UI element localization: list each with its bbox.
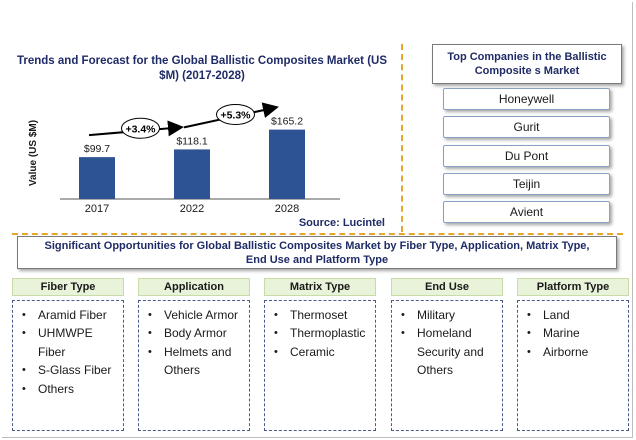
segment-item: • Homeland Security and Others bbox=[398, 324, 502, 379]
x-tick-2022: 2022 bbox=[179, 203, 205, 215]
segment-list-platform-type bbox=[517, 300, 629, 431]
segment-header-platform-type: Platform Type bbox=[517, 278, 629, 296]
segment-item: • Airborne bbox=[524, 343, 628, 361]
company-du-pont: Du Pont bbox=[443, 145, 610, 167]
segment-header-end-use: End Use bbox=[391, 278, 503, 296]
segment-item: • Thermoplastic bbox=[271, 324, 375, 342]
segment-item: • S-Glass Fiber bbox=[19, 361, 123, 379]
segment-list-matrix-type bbox=[264, 300, 376, 431]
segment-list-fiber-type bbox=[12, 300, 124, 431]
value-label-2017: $99.7 bbox=[83, 143, 111, 156]
segment-item: • Others bbox=[19, 380, 123, 398]
growth-label-2: +5.3% bbox=[220, 109, 251, 122]
segment-item: • UHMWPE Fiber bbox=[19, 324, 123, 361]
bar-chart bbox=[0, 0, 400, 232]
segment-item: • Ceramic bbox=[271, 343, 375, 361]
segment-header-application: Application bbox=[138, 278, 250, 296]
segment-header-matrix-type: Matrix Type bbox=[264, 278, 376, 296]
segment-item: • Land bbox=[524, 306, 628, 324]
segment-item: • Aramid Fiber bbox=[19, 306, 123, 324]
x-tick-2028: 2028 bbox=[274, 203, 300, 215]
segment-list-application bbox=[138, 300, 250, 431]
company-teijin: Teijin bbox=[443, 173, 610, 195]
chart-title: Trends and Forecast for the Global Ballistic Composites Market (US $M) (2017-2028) bbox=[17, 55, 387, 82]
company-avient: Avient bbox=[443, 201, 610, 223]
y-axis-label: Value (US $M) bbox=[28, 119, 39, 187]
growth-label-1: +3.4% bbox=[125, 123, 156, 136]
value-label-2028: $165.2 bbox=[270, 115, 304, 128]
vertical-divider bbox=[401, 44, 403, 232]
segment-item: • Thermoset bbox=[271, 306, 375, 324]
segment-header-fiber-type: Fiber Type bbox=[12, 278, 124, 296]
horizontal-divider bbox=[12, 233, 623, 235]
segment-item: • Helmets and Others bbox=[145, 343, 249, 380]
top-companies-title: Top Companies in the Ballistic Composite s Market bbox=[432, 44, 622, 84]
segment-item: • Military bbox=[398, 306, 502, 324]
value-label-2022: $118.1 bbox=[176, 135, 208, 148]
chart-source: Source: Lucintel bbox=[298, 217, 385, 229]
segment-item: • Body Armor bbox=[145, 324, 249, 342]
bar-2017 bbox=[79, 157, 115, 199]
segment-item: • Vehicle Armor bbox=[145, 306, 249, 324]
segment-list-end-use bbox=[391, 300, 503, 431]
x-tick-2017: 2017 bbox=[84, 203, 110, 215]
company-honeywell: Honeywell bbox=[443, 88, 610, 110]
company-gurit: Gurit bbox=[443, 116, 610, 138]
opportunities-title: Significant Opportunities for Global Ballistic Composites Market by Fiber Type, Application, Matrix Type, End Use and Platform Type bbox=[17, 236, 617, 269]
bar-2022 bbox=[174, 149, 210, 199]
bar-2028 bbox=[269, 130, 305, 199]
segment-item: • Marine bbox=[524, 324, 628, 342]
